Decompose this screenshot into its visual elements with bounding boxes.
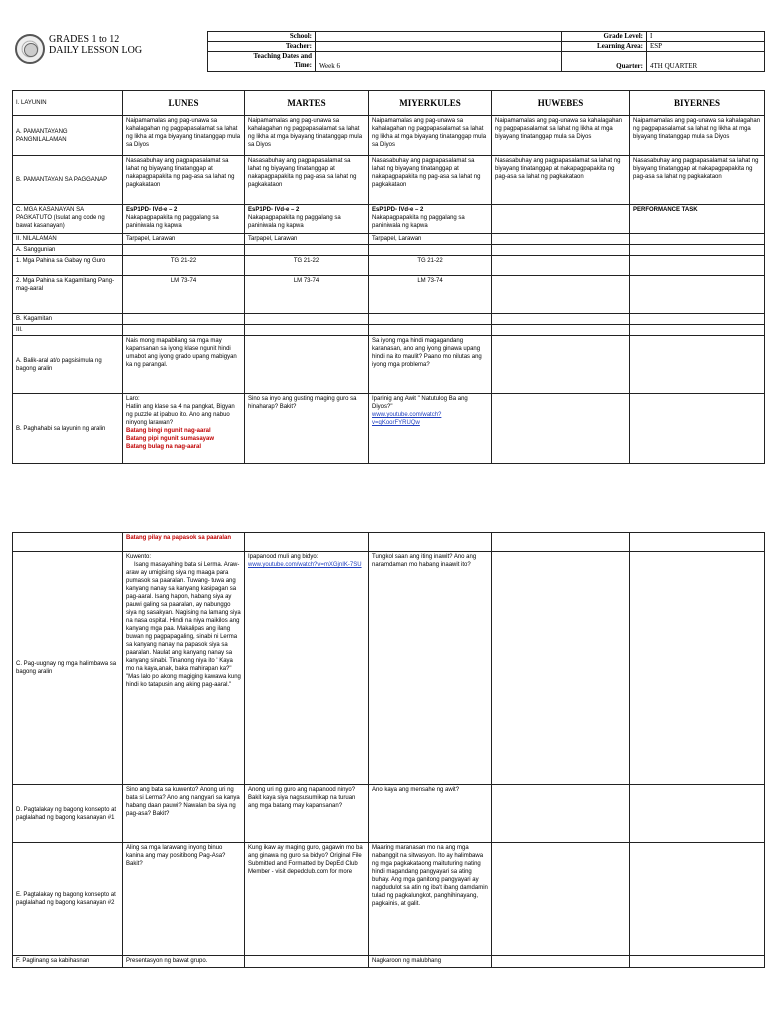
cell-empty — [630, 785, 765, 843]
laro-title: Laro: — [126, 396, 140, 402]
day-header-lunes: LUNES — [123, 91, 245, 116]
section-sanggunian: A. Sanggunian — [13, 245, 123, 256]
cell-empty — [245, 325, 369, 336]
section-kabihasnan: F. Paglinang sa kabihasnan — [13, 956, 123, 968]
lesson-log-table-page1 — [12, 90, 765, 464]
cell-empty — [369, 325, 492, 336]
cell-nilalaman-lunes: Tarpapel, Larawan — [123, 234, 245, 245]
cell-empty — [492, 956, 630, 968]
cell-empty — [245, 314, 369, 325]
section-nilalaman: II. NILALAMAN — [13, 234, 123, 245]
cell-empty — [630, 245, 765, 256]
cell-talakay2-martes: Kung ikaw ay maging guro, gagawin mo ba ang ginawa ng guro sa bidyo? Original File Submitted and Formatted by DepEd Club Member - visit depedclub.com for more — [245, 843, 369, 956]
section-balik: A. Balik-aral at/o pagsisimula ng bagong aralin — [13, 336, 123, 394]
cell-uugnay-martes — [245, 552, 369, 785]
cell-talakay2-miyerkules: Maaring maranasan mo na ang mga nabanggit na sitwasyon. Ito ay halimbawa ng mga pagkakataong maituturing nating hindi magandang pangyayari sa ating buhay. Ang mga ganitong pangyayari ay nagdudulot sa atin ng iba't ibang damdamin tulad ng pagkalungkot, panghihinayang, pagkainis, at galit. — [369, 843, 492, 956]
cell-kabihasnan-lunes: Presentasyon ng bawat grupo. — [123, 956, 245, 968]
quarter-value: 4TH QUARTER — [647, 52, 765, 72]
cell-talakay1-miyerkules: Ano kaya ang mensahe ng awit? — [369, 785, 492, 843]
cell-empty — [245, 956, 369, 968]
cell-empty — [123, 314, 245, 325]
grade-label: Grade Level: — [562, 32, 647, 42]
cell-empty — [492, 276, 630, 314]
cell-empty — [492, 533, 630, 552]
form-title-line2: DAILY LESSON LOG — [49, 45, 143, 56]
cell-empty — [245, 533, 369, 552]
kasanayan-text: Nakapagpapakita ng paggalang sa paniniwala ng kapwa — [372, 215, 465, 229]
cell-kasanayan-martes — [245, 205, 369, 234]
kasanayan-text: Nakapagpapakita ng paggalang sa paniniwala ng kapwa — [126, 215, 219, 229]
red-item: Batang bulag na nag-aaral — [126, 444, 202, 450]
cell-kasanayan-huwebes — [492, 205, 630, 234]
cell-empty — [630, 956, 765, 968]
youtube-link[interactable]: www.youtube.com/watch?v=qKoorFYRUQw — [372, 412, 442, 426]
red-item: Batang pilay na papasok sa paaralan — [123, 533, 245, 552]
cell-empty — [630, 552, 765, 785]
cell-empty — [369, 314, 492, 325]
cell-kasanayan-miyerkules — [369, 205, 492, 234]
form-title — [49, 34, 142, 56]
kuwento-title: Kuwento: — [126, 554, 152, 560]
cell-kasanayan-lunes — [123, 205, 245, 234]
cell-pamantayang-miyerkules: Naipamamalas ang pag-unawa sa kahalagahan ng pagpapasalamat sa lahat ng likha at mga biyayang tinatanggap mula sa Diyos — [369, 116, 492, 156]
section-kagamitan: B. Kagamitan — [13, 314, 123, 325]
kasanayan-code: EsP1PD- IVd-e – 2 — [248, 207, 300, 213]
cell-tg-martes: TG 21-22 — [245, 256, 369, 276]
cell-lm-miyerkules: LM 73-74 — [369, 276, 492, 314]
cell-empty — [630, 325, 765, 336]
cell-talakay1-lunes: Sino ang bata sa kuwento? Anong uri ng bata si Lerma? Ano ang nangyari sa kanya habang daan pauwi? Nawalan ba siya ng pag-asa? Bakit? — [123, 785, 245, 843]
cell-empty — [492, 336, 630, 394]
deped-seal-icon — [15, 34, 45, 64]
cell-lm-lunes: LM 73-74 — [123, 276, 245, 314]
cell-empty — [369, 533, 492, 552]
cell-pamantayang-biyernes: Naipamamalas ang pag-unawa sa kahalagahan ng pagpapasalamat sa lahat ng likha at mga biyayang tinatanggap mula sa Diyos — [630, 116, 765, 156]
cell-pagganap-lunes: Nasasabuhay ang pagpapasalamat sa lahat ng biyayang tinatanggap at nakapagpapakita ng pag-asa sa lahat ng pagkakataon — [123, 156, 245, 205]
section-gabay: 1. Mga Pahina sa Gabay ng Guro — [13, 256, 123, 276]
header-info-table — [207, 31, 765, 72]
cell-empty — [492, 314, 630, 325]
kuwento-body: Isang masayahing bata si Lerma. Araw-araw ay umigising siya ng maaga para pumasok sa paaralan. Tuwang- tuwa ang kanyang nanay sa kanyang kasipagan sa pag-aaral. Isang hapon, habang siya ay pauwi galing sa paaralan, ay nabunggo siya ng sasakyan. Nagising na lamang siya na nasa ospital. Hindi na niya maikilos ang kanyang mga paa. Makalipas ang ilang buwan ng pagpapagaling, sinabi ni Lerma sa kanyang nanay na papasok siya sa paaralan. Naulat ang kanyang nanay sa kanyang sinabi. Tinanong niya ito ' Kaya mo na kaya,anak, baka mahirapan ka?" "Mas lalo po akong magiging kawawa kung hindi ko tatapusin ang aking pag-aaral." — [126, 562, 241, 688]
cell-paghahabi-miyerkules — [369, 394, 492, 464]
red-item: Batang bingi ngunit nag-aaral — [126, 428, 211, 434]
cell-empty — [630, 276, 765, 314]
section-kagamitang: 2. Mga Pahina sa Kagamitang Pang-mag-aaral — [13, 276, 123, 314]
cell-nilalaman-miyerkules: Tarpapel, Larawan — [369, 234, 492, 245]
dates-value: Week 6 — [316, 52, 562, 72]
cell-nilalaman-huwebes — [492, 234, 630, 245]
cell-balik-lunes: Nais mong mapabilang sa mga may kapansanan sa iyong klase ngunit hindi umabot ang iyong grado upang mabigyan ka ng parangal. — [123, 336, 245, 394]
cell-tg-lunes: TG 21-22 — [123, 256, 245, 276]
cell-pamantayang-martes: Naipamamalas ang pag-unawa sa kahalagahan ng pagpapasalamat sa lahat ng likha at mga biyayang tinatanggap mula sa Diyos — [245, 116, 369, 156]
cell-empty — [630, 314, 765, 325]
kasanayan-code: EsP1PD- IVd-e – 2 — [372, 207, 424, 213]
section-kasanayan: C. MGA KASANAYAN SA PAGKATUTO (Isulat ang code ng bawat kasanayan) — [13, 205, 123, 234]
section-pag-uugnay: C. Pag-uugnay ng mga halimbawa sa bagong aralin — [13, 552, 123, 785]
teacher-label: Teacher: — [208, 42, 316, 52]
cell-talakay2-lunes: Aling sa mga larawang inyong binuo kanina ang may positibong Pag-Asa? Bakit? — [123, 843, 245, 956]
kasanayan-text: Nakapagpapakita ng paggalang sa paniniwala ng kapwa — [248, 215, 341, 229]
cell-empty — [245, 245, 369, 256]
cell-empty — [492, 256, 630, 276]
cell-talakay1-martes: Anong uri ng guro ang napanood ninyo? Bakit kaya siya nagsusumikap na turuan ang mga batang may kapansanan? — [245, 785, 369, 843]
cell-empty — [123, 245, 245, 256]
dates-label-line2: Time: — [294, 61, 312, 69]
cell-uugnay-lunes — [123, 552, 245, 785]
section-pagganap: B. PAMANTAYAN SA PAGGANAP — [13, 156, 123, 205]
area-label: Learning Area: — [562, 42, 647, 52]
cell-pagganap-biyernes: Nasasabuhay ang pagpapasalamat sa lahat ng biyayang tinatanggap at nakapagpapakita ng pag-asa sa lahat ng pagkakataon — [630, 156, 765, 205]
cell-empty — [630, 256, 765, 276]
cell-empty — [630, 533, 765, 552]
section-pagtalakay1: D. Pagtalakay ng bagong konsepto at paglalahad ng bagong kasanayan #1 — [13, 785, 123, 843]
school-label: School: — [208, 32, 316, 42]
cell-pagganap-huwebes: Nasasabuhay ang pagpapasalamat sa lahat ng biyayang tinatanggap at nakapagpapakita ng pag-asa sa lahat ng pagkakataon — [492, 156, 630, 205]
cell-empty — [492, 552, 630, 785]
cell-pamantayang-lunes: Naipamamalas ang pag-unawa sa kahalagahan ng pagpapasalamat sa lahat ng likha at mga biyayang tinatanggap mula sa Diyos — [123, 116, 245, 156]
dates-label — [208, 52, 316, 72]
red-item: Batang pipi ngunit sumasayaw — [126, 436, 215, 442]
cell-nilalaman-martes: Tarpapel, Larawan — [245, 234, 369, 245]
cell-empty — [369, 245, 492, 256]
dates-label-line1: Teaching Dates and — [253, 52, 312, 60]
form-title-line1: GRADES 1 to 12 — [49, 34, 120, 45]
cell-empty — [630, 336, 765, 394]
cell-empty — [492, 325, 630, 336]
section-pamantayang: A. PAMANTAYANG PANGNILALAMAN — [13, 116, 123, 156]
teacher-value — [316, 42, 562, 52]
cell-empty — [492, 843, 630, 956]
cell-paghahabi-martes: Sino sa inyo ang gusting maging guro sa hinaharap? Bakit? — [245, 394, 369, 464]
cell-paghahabi-lunes — [123, 394, 245, 464]
section-pagtalakay2: E. Pagtalakay ng bagong konsepto at paglalahad ng bagong kasanayan #2 — [13, 843, 123, 956]
cell-empty — [492, 245, 630, 256]
section-paghahabi: B. Paghahabi sa layunin ng aralin — [13, 394, 123, 464]
header-logo-block — [13, 31, 205, 71]
quarter-label: Quarter: — [562, 52, 647, 72]
area-value: ESP — [647, 42, 765, 52]
cell-empty — [492, 394, 630, 464]
cell-lm-martes: LM 73-74 — [245, 276, 369, 314]
cell-tg-miyerkules: TG 21-22 — [369, 256, 492, 276]
cell-pamantayang-huwebes: Naipamamalas ang pag-unawa sa kahalagahan ng pagpapasalamat sa lahat ng likha at mga biyayang tinatanggap mula sa Diyos — [492, 116, 630, 156]
cell-balik-miyerkules: Sa iyong mga hindi magagandang karanasan, ano ang iyong ginawa upang hindi na ito maulit? Paano mo nilutas ang iyong mga problema? — [369, 336, 492, 394]
section-layunin: I. LAYUNIN — [13, 91, 123, 116]
day-header-huwebes: HUWEBES — [492, 91, 630, 116]
cell-empty — [630, 843, 765, 956]
section-iii: III. — [13, 325, 123, 336]
school-value — [316, 32, 562, 42]
bidyo-text: Ipapanood muli ang bidyo: — [248, 554, 319, 560]
cell-empty — [13, 533, 123, 552]
lesson-log-table-page2 — [12, 532, 765, 968]
day-header-biyernes: BIYERNES — [630, 91, 765, 116]
day-header-martes: MARTES — [245, 91, 369, 116]
grade-value: I — [647, 32, 765, 42]
kasanayan-code: EsP1PD- IVd-e – 2 — [126, 207, 178, 213]
cell-kasanayan-biyernes: PERFORMANCE TASK — [630, 205, 765, 234]
day-header-miyerkules: MIYERKULES — [369, 91, 492, 116]
awit-text: Iparinig ang Awit " Natutulog Ba ang Diyos?" — [372, 396, 468, 410]
cell-uugnay-miyerkules: Tungkol saan ang iting inawit? Ano ang naramdaman mo habang inaawit ito? — [369, 552, 492, 785]
cell-empty — [492, 785, 630, 843]
cell-empty — [123, 325, 245, 336]
cell-nilalaman-biyernes — [630, 234, 765, 245]
youtube-link[interactable]: www.youtube.com/watch?v=mXGjnIK-7SU — [248, 562, 362, 568]
cell-pagganap-miyerkules: Nasasabuhay ang pagpapasalamat sa lahat ng biyayang tinatanggap at nakapagpapakita ng pag-asa sa lahat ng pagkakataon — [369, 156, 492, 205]
laro-text: Hatiin ang klase sa 4 na pangkat, Bigyan ng puzzle at ipabuo ito. Ano ang nabuo ninyong larawan? — [126, 404, 235, 426]
cell-empty — [245, 336, 369, 394]
cell-pagganap-martes: Nasasabuhay ang pagpapasalamat sa lahat ng biyayang tinatanggap at nakapagpapakita ng pag-asa sa lahat ng pagkakataon — [245, 156, 369, 205]
cell-kabihasnan-miyerkules: Nagkaroon ng malubhang — [369, 956, 492, 968]
cell-empty — [630, 394, 765, 464]
